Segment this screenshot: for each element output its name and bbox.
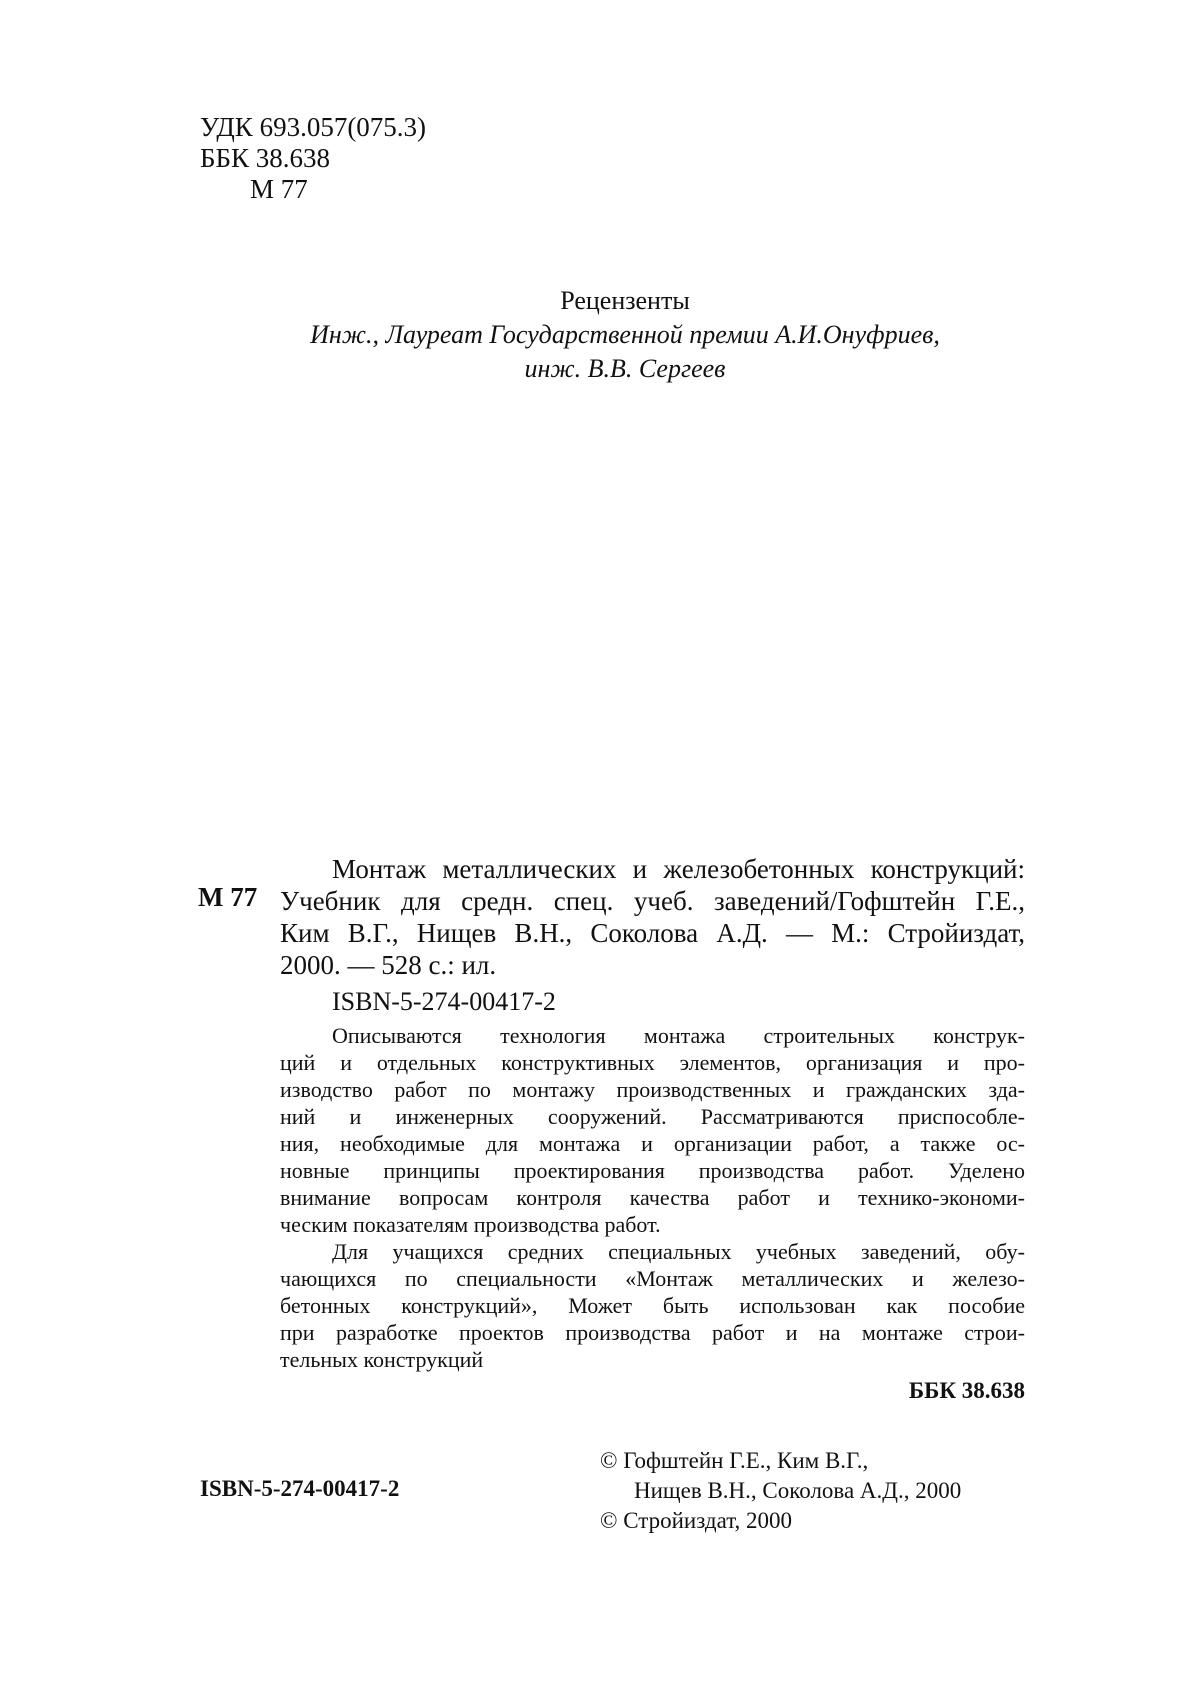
annotation-line: ческим показателям производства работ. — [280, 1212, 661, 1237]
biblio-line: Монтаж металлических и железобетонных конструкций: — [332, 854, 1025, 884]
biblio-line: 2000. — 528 с.: ил. — [280, 950, 497, 980]
copyright-line: Нищев В.Н., Соколова А.Д., 2000 — [634, 1478, 962, 1503]
bibliographic-author-mark: М 77 — [198, 882, 258, 912]
annotation-line: ний и инженерных сооружений. Рассматриваются приспособле- — [280, 1104, 1025, 1129]
isbn-footer: ISBN-5-274-00417-2 — [200, 1476, 400, 1501]
copyright-block — [600, 1446, 961, 1536]
bbk-code: ББК 38.638 — [200, 143, 331, 173]
reviewer-line: инж. В.В. Сергеев — [524, 354, 726, 383]
bbk-footer: ББК 38.638 — [908, 1378, 1025, 1403]
annotation-line: внимание вопросам контроля качества работ и технико-экономи- — [280, 1185, 1025, 1210]
annotation-line: Для учащихся средних специальных учебных заведений, обу- — [332, 1239, 1025, 1264]
bibliographic-description — [280, 853, 1025, 981]
biblio-line: Ким В.Г., Нищев В.Н., Соколова А.Д. — М.: Стройиздат, — [280, 918, 1025, 948]
annotation-line: бетонных конструкций», Может быть использован как пособие — [280, 1293, 1025, 1318]
reviewers-block — [200, 284, 1050, 386]
reviewer-line: Инж., Лауреат Государственной премии А.И.Онуфриев, — [310, 320, 940, 349]
author-mark: М 77 — [250, 174, 308, 204]
annotation-line: ций и отдельных конструктивных элементов, организация и про- — [280, 1050, 1025, 1075]
annotation-line: ния, необходимые для монтажа и организации работ, а также ос- — [280, 1131, 1025, 1156]
isbn: ISBN-5-274-00417-2 — [332, 987, 556, 1016]
annotation-line: чающихся по специальности «Монтаж металлических и железо- — [280, 1266, 1025, 1291]
annotation-line: Описываются технология монтажа строительных конструк- — [332, 1023, 1025, 1048]
annotation-line: новные принципы проектирования производства работ. Уделено — [280, 1158, 1025, 1183]
annotation-line: изводство работ по монтажу производственных и гражданских зда- — [280, 1077, 1025, 1102]
annotation-line: тельных конструкций — [280, 1347, 484, 1372]
biblio-line: Учебник для средн. спец. учеб. заведений/Гофштейн Г.Е., — [280, 886, 1025, 916]
annotation — [280, 1022, 1025, 1373]
annotation-line: при разработке проектов производства работ и на монтаже строи- — [280, 1320, 1025, 1345]
reviewers-heading: Рецензенты — [560, 286, 690, 315]
copyright-line: © Гофштейн Г.Е., Ким В.Г., — [600, 1448, 869, 1473]
udk-code: УДК 693.057(075.3) — [200, 112, 427, 142]
copyright-line: © Стройиздат, 2000 — [600, 1508, 793, 1533]
